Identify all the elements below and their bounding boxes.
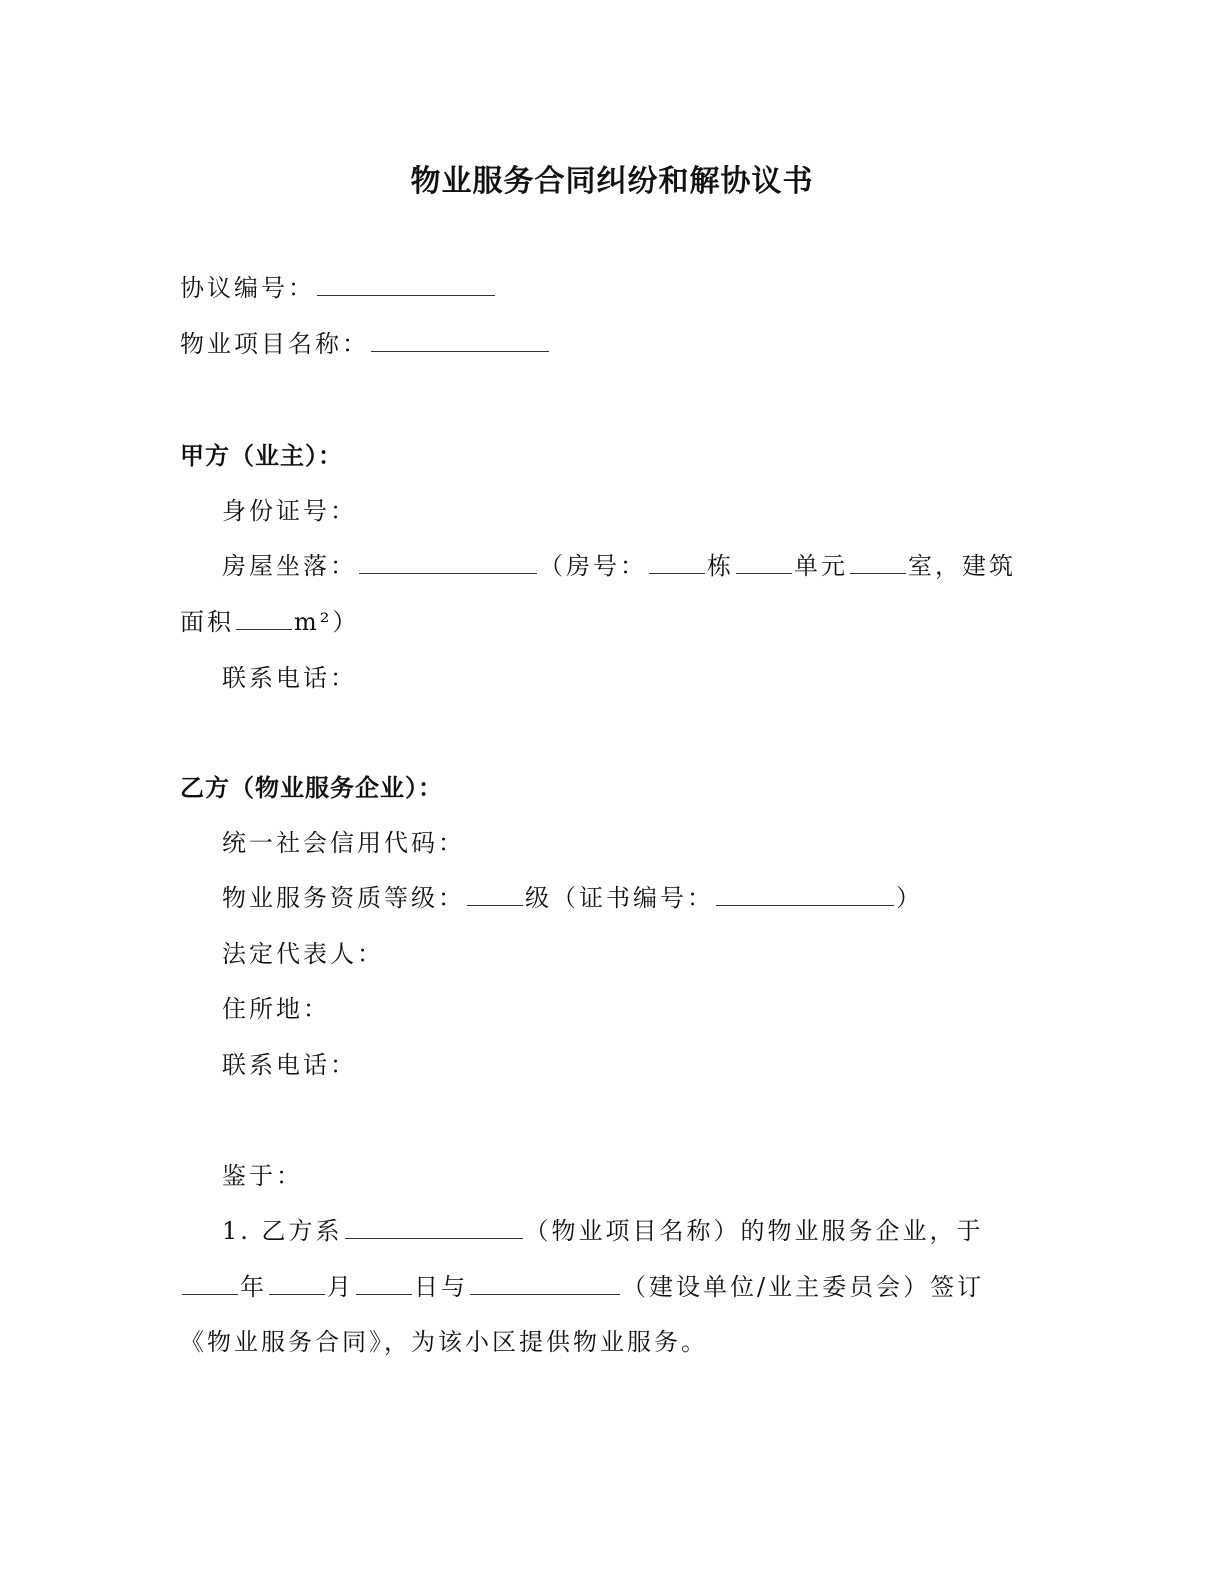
area-unit: m²） (294, 608, 360, 636)
qualification-row (222, 882, 923, 914)
agreement-no-blank[interactable] (317, 273, 495, 296)
qualification-label: 物业服务资质等级： (222, 884, 465, 912)
whereas-item1-line1 (222, 1215, 984, 1247)
year-label: 年 (240, 1273, 267, 1301)
level-blank[interactable] (467, 883, 523, 906)
credit-code-label: 统一社会信用代码： (222, 829, 465, 857)
party-a-phone-label: 联系电话： (222, 664, 357, 692)
project-blank[interactable] (345, 1216, 523, 1239)
area-label: 面积 (180, 608, 234, 636)
agreement-no-label: 协议编号： (180, 274, 315, 302)
party-a-location-row (222, 550, 1016, 582)
unit-blank[interactable] (736, 551, 792, 574)
building-label: 栋 (707, 552, 734, 580)
area-blank[interactable] (236, 607, 292, 630)
room-label: 室，建筑 (908, 552, 1016, 580)
day-label: 日与 (414, 1273, 468, 1301)
whereas-item1-line3: 《物业服务合同》，为该小区提供物业服务。 (180, 1328, 708, 1356)
month-blank[interactable] (269, 1272, 325, 1295)
unit-label: 单元 (794, 552, 848, 580)
day-blank[interactable] (356, 1272, 412, 1295)
item1-prefix: 1. 乙方系 (222, 1217, 343, 1245)
project-name-blank[interactable] (371, 329, 549, 352)
party-a-id-label: 身份证号： (222, 497, 357, 525)
certificate-no-blank[interactable] (716, 883, 894, 906)
party-b-phone-label: 联系电话： (222, 1051, 357, 1079)
month-label: 月 (327, 1273, 354, 1301)
level-suffix: 级（证书编号： (525, 884, 714, 912)
room-prefix: （房号： (539, 552, 647, 580)
party-a-area-row (180, 606, 359, 638)
close-paren: ） (896, 884, 923, 912)
house-location-blank[interactable] (359, 551, 537, 574)
item1-line2-text: （建设单位/业主委员会）签订 (622, 1273, 985, 1301)
document-title: 物业服务合同纠纷和解协议书 (410, 164, 814, 199)
party-a-heading: 甲方（业主）： (180, 442, 343, 470)
building-blank[interactable] (649, 551, 705, 574)
agreement-no-row (180, 272, 497, 304)
legal-rep-label: 法定代表人： (222, 940, 384, 968)
whereas-heading: 鉴于： (222, 1162, 303, 1190)
counterparty-blank[interactable] (470, 1272, 620, 1295)
house-location-label: 房屋坐落： (222, 552, 357, 580)
item1-text: （物业项目名称）的物业服务企业，于 (524, 1217, 984, 1245)
party-b-heading: 乙方（物业服务企业）： (180, 774, 443, 802)
year-blank[interactable] (182, 1272, 238, 1295)
whereas-item1-line2 (180, 1271, 984, 1303)
project-name-row (180, 328, 551, 360)
room-blank[interactable] (850, 551, 906, 574)
project-name-label: 物业项目名称： (180, 330, 369, 358)
address-label: 住所地： (222, 995, 330, 1023)
